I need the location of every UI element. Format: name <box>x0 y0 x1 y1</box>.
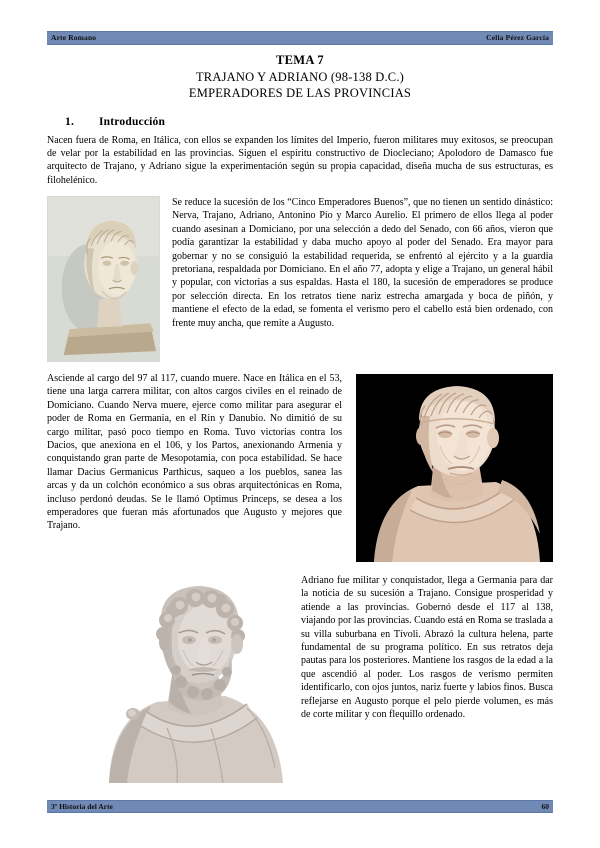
title-line-1: TEMA 7 <box>276 53 324 67</box>
nerva-bust-illustration <box>48 197 159 361</box>
hadrian-bust-illustration <box>107 578 287 783</box>
running-header <box>47 31 553 45</box>
figure-text-block-adriano <box>47 574 553 787</box>
paragraph-introduccion: Nacen fuera de Roma, en Itálica, con ellos se expanden los límites del Imperio, fueron militares muy exitosos, se preocupan de velar por la estabilidad en las provincias. Siguen el espíritu constructivo de Diocleciano; Apolodoro de Damasco fue arquitecto de Trajano, y Adriano sigue la experimentación según su propia capacidad, diseña mucha de sus estructuras, es filohelénico. <box>47 134 553 186</box>
section-number: 1. <box>65 115 75 128</box>
hadrian-bust-image <box>107 578 287 783</box>
nerva-bust-image <box>47 196 160 362</box>
section-title: Introducción <box>99 115 166 128</box>
header-right-text: Celia Pérez García <box>486 33 549 43</box>
page-number: 60 <box>541 801 549 811</box>
page-title <box>47 52 553 102</box>
trajan-bust-image <box>356 374 553 562</box>
section-heading-introduccion <box>47 116 553 128</box>
paragraph-nerva: Se reduce la sucesión de los “Cinco Emperadores Buenos”, que no tienen un sentido dinástico: Nerva, Trajano, Adriano, Antonino Pío y Marco Aurelio. El primero de ellos llega al poder cuando asesinan a Domiciano, por una selección a dedo del Senado, con 66 años, vieron que podía garantizar la estabilidad y daba mucho apoyo al poder del Senado. Era mayor para gobernar y no se consiguió la estabilidad requerida, se enfrentó al ejército y a la guardia pretoriana, respaldada por Domiciano. En el año 77, adopta y elige a Trajano, un general hábil y popular, con victorias a sus espaldas. Hasta el 180, la sucesión de emperadores se produce por selección directa. En los retratos tiene nariz estrecha amargada y boca de piñón, y mantiene el efecto de la edad, se fomenta el verismo pero el cabello está bien ordenado, con frente muy ancha, que remite a Augusto. <box>172 197 553 329</box>
header-left-text: Arte Romano <box>51 33 97 43</box>
figure-text-block-trajano <box>47 372 553 568</box>
paragraph-adriano: Adriano fue militar y conquistador, llega a Germania para dar la noticia de su sucesión a Trajano. Consigue prosperidad y atiende a las provincias. Gobernó desde el 117 al 138, viajando por las provincias. Cuando está en Roma se traslada a su villa suburbana en Tívoli. Abrazó la cultura helena, parte fundamental de su programa político. En sus retratos deja pautas para los posteriores. Mantiene los rasgos de la edad a la que ascendió al poder. Los rasgos de verismo permiten identificarlo, con ojos juntos, nariz fuerte y labios finos. Busca reflejarse en Augusto porque el pelo pierde volumen, es más de corte militar y con flequillo ordenado. <box>301 575 553 720</box>
document-content <box>47 52 553 787</box>
running-footer <box>47 800 553 813</box>
footer-left-text: 3º Historia del Arte <box>51 801 113 811</box>
title-line-2: TRAJANO Y ADRIANO (98-138 D.C.) <box>195 69 405 84</box>
figure-text-block-nerva <box>47 196 553 368</box>
trajan-bust-illustration <box>356 374 553 562</box>
title-line-3: EMPERADORES DE LAS PROVINCIAS <box>188 86 412 100</box>
paragraph-trajano: Asciende al cargo del 97 al 117, cuando muere. Nace en Itálica en el 53, tiene una larga carrera militar, con altos cargos civiles en el reinado de Domiciano. Cuando Nerva muere, ejerce como militar para asegurar el poder de Roma en Germania, en el Rin y Danubio. No dimitió de su cargo militar, pasó poco tiempo en Roma. Tuvo victorias contra los Dacios, que anexiona en el 106, y los Partos, anexionando Armenia y conquistando gran parte de Mesopotamia, con poca estabilidad. Se hace llamar Dacius Germanicus Parthicus, saqueo a los pueblos, sanea las arcas y da un colchón económico a sus obras arquitectónicas en Roma, incluso perdonó deudas. Se le llamó Optimus Princeps, se desea a los emperadores que fueran más afortunados que Augusto y mejores que Trajano. <box>47 373 342 532</box>
